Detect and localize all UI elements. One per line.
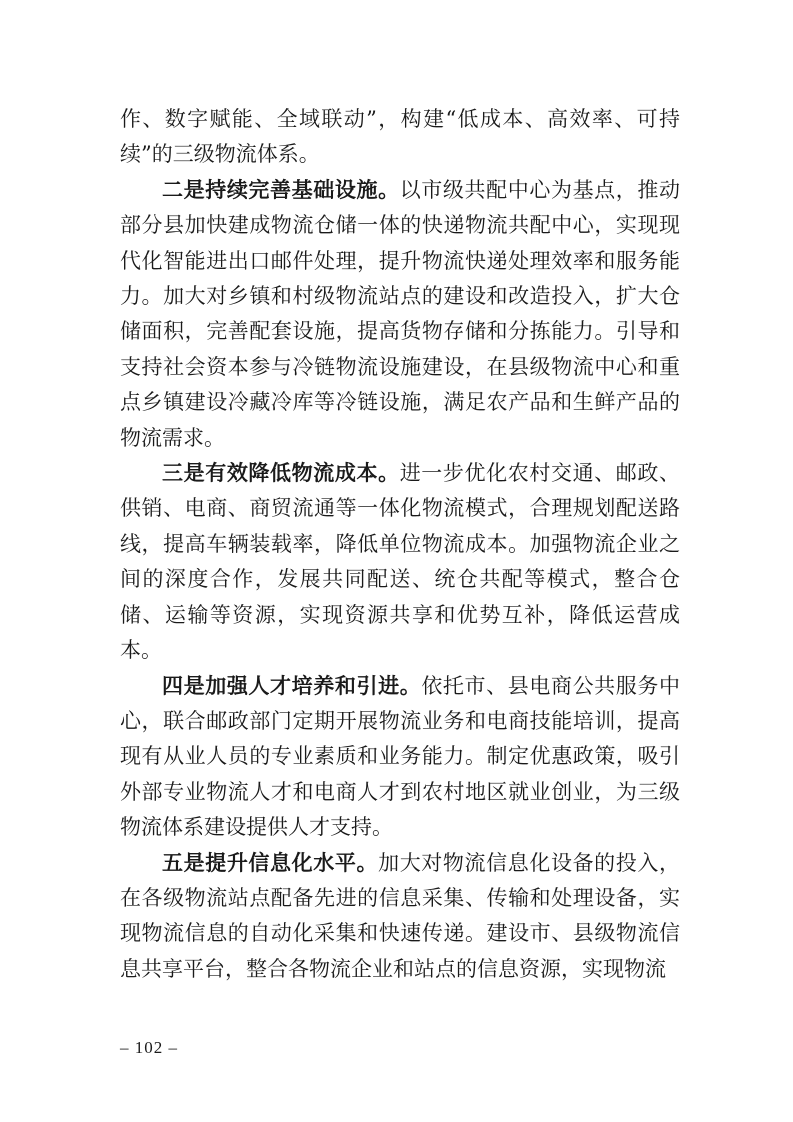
body-text xyxy=(120,102,680,987)
paragraph-text: 作、数字赋能、全域联动”，构建“低成本、高效率、可持续”的三级物流体系。 xyxy=(120,107,680,167)
paragraph-infrastructure xyxy=(120,173,680,456)
paragraph-text: 依托市、县电商公共服务中心，联合邮政部门定期开展物流业务和电商技能培训，提高现有从业人员的专业素质和业务能力。制定优惠政策，吸引外部专业物流人才和电商人才到农村地区就业创业，为三级物流体系建设提供人才支持。 xyxy=(120,673,681,840)
paragraph-logistics-cost xyxy=(120,456,680,668)
paragraph-text: 以市级共配中心为基点，推动部分县加快建成物流仓储一体的快递物流共配中心，实现现代化智能进出口邮件处理，提升物流快递处理效率和服务能力。加大对乡镇和村级物流站点的建设和改造投入，扩大仓储面积，完善配套设施，提高货物存储和分拣能力。引导和支持社会资本参与冷链物流设施建设，在县级物流中心和重点乡镇建设冷藏冷库等冷链设施，满足农产品和生鲜产品的物流需求。 xyxy=(120,177,681,450)
paragraph-heading: 二是持续完善基础设施。 xyxy=(162,177,400,202)
paragraph-heading: 四是加强人才培养和引进。 xyxy=(162,673,422,698)
paragraph-text: 加大对物流信息化设备的投入，在各级物流站点配备先进的信息采集、传输和处理设备，实现物流信息的自动化采集和快速传递。建设市、县级物流信息共享平台，整合各物流企业和站点的信息资源，实现物流 xyxy=(120,850,681,981)
paragraph-talent xyxy=(120,669,680,846)
paragraph-heading: 三是有效降低物流成本。 xyxy=(162,461,400,486)
paragraph-heading: 五是提升信息化水平。 xyxy=(162,850,379,875)
paragraph-continuation xyxy=(120,102,680,173)
paragraph-informatization xyxy=(120,846,680,988)
page-number: – 102 – xyxy=(120,1038,178,1057)
paragraph-text: 进一步优化农村交通、邮政、供销、电商、商贸流通等一体化物流模式，合理规划配送路线，提高车辆装载率，降低单位物流成本。加强物流企业之间的深度合作，发展共同配送、统仓共配等模式，整合仓储、运输等资源，实现资源共享和优势互补，降低运营成本。 xyxy=(120,461,681,663)
